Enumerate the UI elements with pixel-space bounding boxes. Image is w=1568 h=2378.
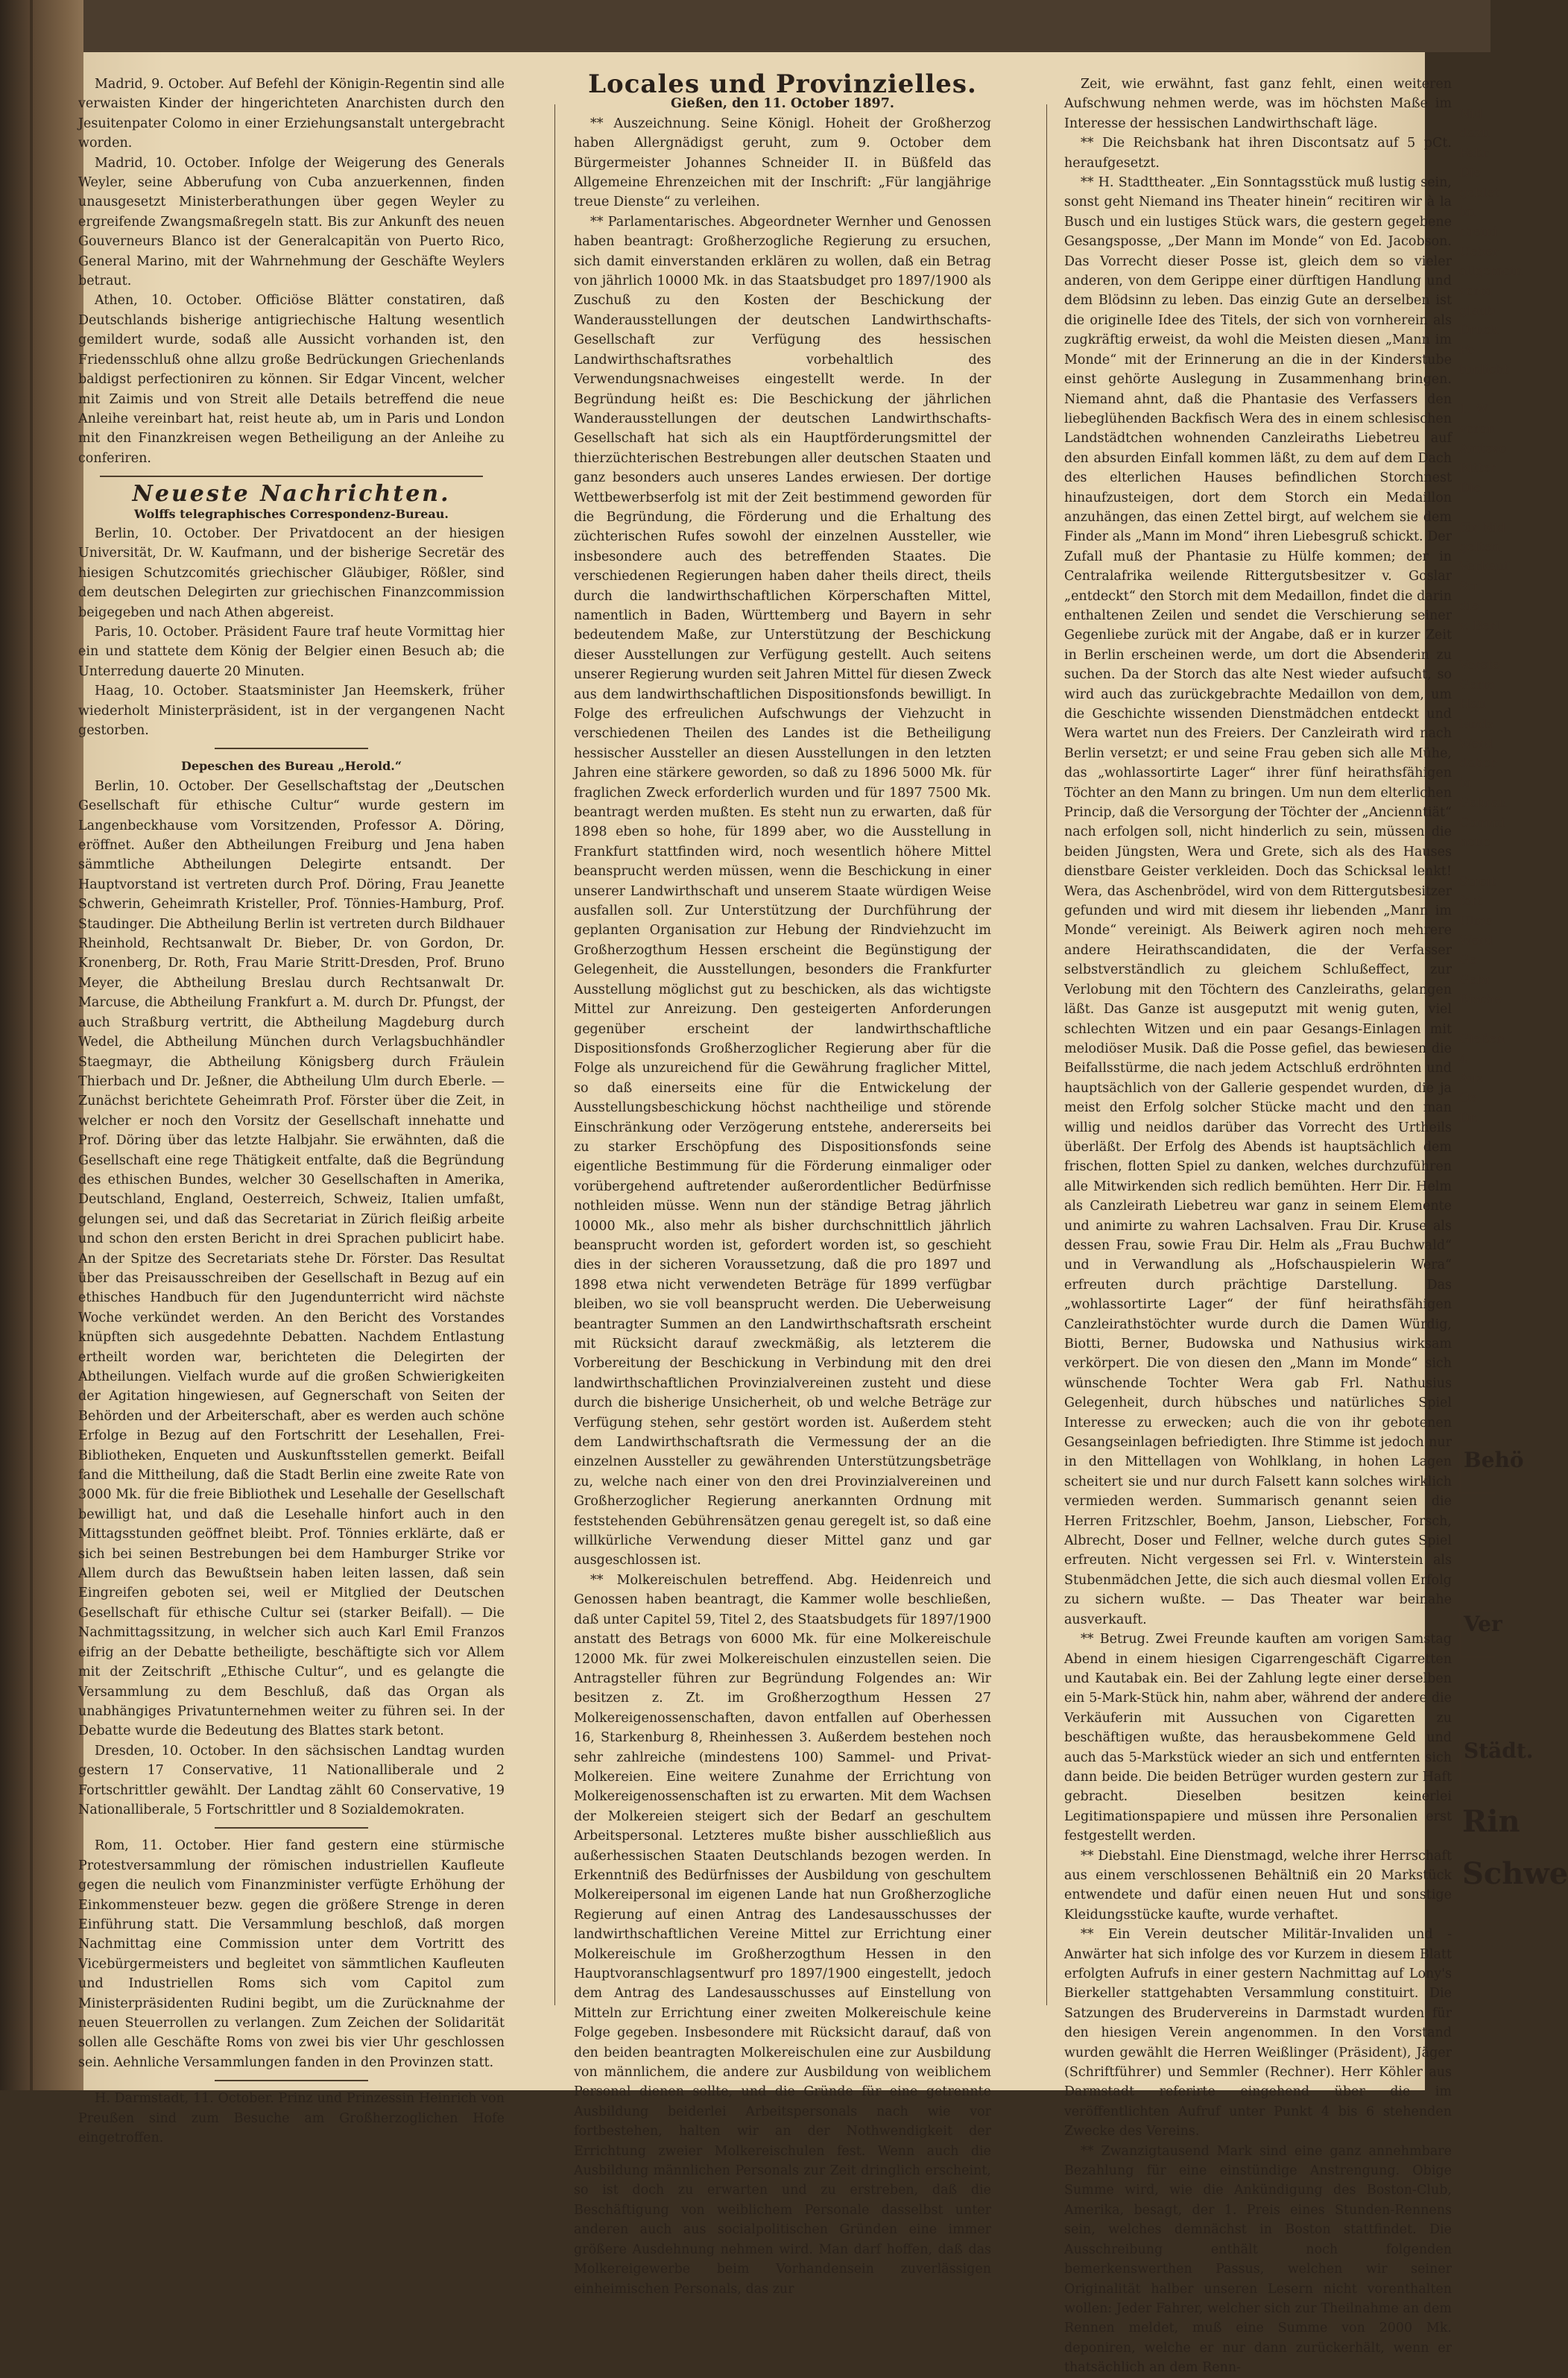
adjacent-page-line: Gebrau [1459, 795, 1507, 811]
adjacent-page-line: Ueber [1459, 244, 1499, 259]
column-rule-2 [1046, 104, 1047, 2005]
adjacent-page-line: lands [1459, 716, 1494, 732]
adjacent-page-line: Amtsvo [1459, 441, 1507, 456]
adjacent-page-line [1459, 1010, 1490, 1029]
adjacent-page-line [1459, 636, 1490, 655]
adjacent-page-line: Hau [1459, 697, 1486, 713]
adjacent-page-line: veran [1459, 421, 1496, 437]
wolff-bureau-heading: Wolffs telegraphisches Correspondenz-Bureau. [134, 506, 449, 521]
adjacent-page-line: Ritter [1459, 461, 1497, 476]
column-2 [574, 69, 991, 2297]
article-militaer-verein: ** Ein Verein deutscher Militär-Invaliden und -Anwärter hat sich infolge des vor Kurzem in diesem Blatt erfolgten Aufrufs in einer gestern Nachmittag auf Lony's Bierkeller stattgehabten Versammlung constituirt. Die Satzungen des Brudervereins in Darmstadt wurden für den hiesigen Verein angenommen. In den Vorstand wurden gewählt die Herren Weißlinger (Präsident), Jäger (Schriftführer) und Semmler (Rechner). Herr Köhler aus Darmstadt referirte eingehend über die im veröffentlichten Aufruf unter Punkt 4 bis 6 stehenden Zwecke des Vereins. [1064, 1927, 1452, 2139]
adjacent-page-line: Gebr [1459, 972, 1491, 988]
adjacent-ad-big-2: Schwe [1462, 1856, 1568, 1891]
scan-background-top [83, 0, 1490, 52]
adjacent-ad-box-3: Städt. [1459, 1737, 1495, 1785]
adjacent-page-line: für Nid [1459, 520, 1505, 535]
adjacent-page-line: tunlicht [1459, 362, 1509, 378]
adjacent-page-line [1459, 380, 1490, 400]
adjacent-page-line: vorm [1459, 283, 1493, 299]
adjacent-page-line: Fo [1459, 342, 1476, 358]
herold-dresden: Dresden, 10. October. In den sächsischen Landtag wurden gestern 17 Conservative, 11 Nationalliberale und 2 Fortschrittler gewählt. Der Landtag zählt 60 Conservative, 19 Nationalliberale, 5 Fortschrittler und 8 Sozialdemokraten. [78, 1743, 505, 1817]
adjacent-page-line: Commi [1459, 815, 1505, 830]
adjacent-page-line: die [1459, 599, 1479, 614]
adjacent-page-line: allgemein [1459, 264, 1523, 280]
wolff-haag: Haag, 10. October. Staatsminister Jan Heemskerk, früher wiederholt Ministerpräsident, ist in der vergangenen Nacht gestorben. [78, 684, 505, 738]
wolff-berlin: Berlin, 10. October. Der Privatdocent an der hiesigen Universität, Dr. W. Kaufmann, und der bisherige Secretär des hiesigen Schutzcomités griechischer Gläubiger, Rößler, sind dem deutschen Delegirten zur griechischen Finanzcommission beigegeben und nach Athen abgereist. [78, 526, 505, 620]
adjacent-page-line: Dr. [1459, 1110, 1479, 1126]
adjacent-page-line: glaub [1459, 303, 1496, 319]
article-molkereischulen: ** Molkereischulen betreffend. Abg. Heidenreich und Genossen haben beantragt, die Kammer wolle beschließen, daß unter Capitel 59, Titel 2, des Staatsbudgets für 1897/1900 anstatt des Betrags von 6000 Mk. für eine Molkereischule 12000 Mk. für zwei Molkereischulen einzustellen seien. Die Antragsteller führen zur Begründung Folgendes an: Wir besitzen z. Zt. im Großherzogthum Hessen 27 Molkereigenossenschaften, davon entfallen auf Oberhessen 16, Starkenburg 8, Rheinhessen 3. Außerdem bestehen noch sehr zahlreiche (mindestens 100) Sammel- und Privat-Molkereien. Eine weitere Zunahme der Errichtung von Molkereigenossenschaften ist zu erwarten. Mit dem Wachsen der Molkereien steigert sich der Bedarf an geschultem Arbeitspersonal. Letzteres mußte bisher ausschließlich aus außerhessischen Staaten Deutschlands bezogen werden. In Erkenntniß des Bedürfnisses der Ausbildung von geschultem Molkereipersonal im eigenen Lande hat nun Großherzogliche Regierung auf einen Antrag des Landesausschusses der landwirthschaftlichen Vereine Mittel zur Errichtung einer Molkereischule im Großherzogthum Hessen in den Hauptvoranschlagsentwurf pro 1897/1900 eingestellt, jedoch dem Antrag des Landesausschusses auf Einstellung von Mitteln zur Errichtung einer zweiten Molkereischule keine Folge gegeben. Insbesondere mit Rücksicht darauf, daß von den beiden beantragten Molkereischulen eine zur Ausbildung von männlichem, die andere zur Ausbildung von weiblichem Personal dienen sollte, und die Gründe für eine getrennte Ausbildung beiderlei Arbeitspersonals nach wie vor fortbestehen, halten wir an der Nothwendigkeit der Errichtung zweier Molkereischulen fest. Wenn auch die Ausbildung männlichen Personals zur Zeit dringlich erscheint, so ist doch zu erwarten und zu erstreben, daß die Beschäftigung von weiblichem Personale dasselbst unter anderen auch aus socialpolitischen Gründen eine immer größere Ausdehnung nehmen wird. Man darf hoffen, daß das Molkereigewerbe beim Vorhandensein zuverlässigen einheimischen Personals, das zur [574, 1572, 991, 2297]
adjacent-page-line: rheini [1459, 224, 1497, 240]
adjacent-page-line: Streit [1459, 874, 1496, 889]
article-stadttheater: ** H. Stadttheater. „Ein Sonntagsstück muß lustig sein, sonst geht Niemand ins Theater hinein“ recitiren wir à la Busch und ein lustiges Stück wars, die gestern gegebene Gesangsposse, „Der Mann im Monde“ von Ed. Jacobson. Das Vorrecht dieser Posse ist, gleich dem so vieler anderen, von dem Gerippe einer dürftigen Handlung und dem Blödsinn zu leben. Das einzig Gute an derselben ist die originelle Idee des Titels, der sich von vornherein als zugkräftig erweist, da wohl die Meisten diesen „Mann im Monde“ mit der Erinnerung an die in der Kinderstube einst gehörte Auslegung in Zusammenhang bringen. Niemand ahnt, daß die Phantasie des Verfassers den liebeglühenden Backfisch Wera des in einem schlesischen Landstädtchen wohnenden Canzleiraths Liebetreu auf den absurden Einfall kommen läßt, zu dem auf dem Dach des elterlichen Hauses befindlichen Storchnest hinaufzusteigen, dort dem Storch ein Medaillon anzuhängen, das einen Zettel birgt, auf welchem sie dem Finder als „Mann im Mond“ ihren Liebesgruß schickt. Der Zufall muß der Phantasie zu Hülfe kommen; der in Centralafrika weilende Rittergutsbesitzer v. Goslar „entdeckt“ den Storch mit dem Medaillon, findet die darin enthaltenen Zeilen und sendet die Verschierung seiner Gegenliebe zurück mit der Angabe, daß er in kurzer Zeit in Berlin erscheinen werde, um dort die Absenderin zu suchen. Da der Storch das alte Nest wieder aufsucht, so wird auch das zurückgebrachte Medaillon von dem, um die Geschichte wissenden Dienstmädchen entdeckt und Wera wartet nun des Freiers. Der Canzleirath wird nach Berlin versetzt; er und seine Frau geben sich alle Mühe, das „wohlassortirte Lager“ ihrer fünf heirathsfähigen Töchter an den Mann zu bringen. Um nun dem elterlichen Princip, daß die Versorgung der Töchter der „Ancienntiät“ nach erfolgen soll, nicht hinderlich zu sein, müssen die beiden Jüngsten, Wera und Grete, sich als des Hauses dienstbare Geister verkleiden. Doch das Schicksal lenkt! Wera, das Aschenbrödel, wird von dem Rittergutsbesitzer gefunden und wird mit diesem ihr liebenden „Mann im Monde“ vereinigt. Als Beiwerk agiren noch mehrere andere Heirathscandidaten, die der Verfasser selbstverständlich zu gleichem Schlußeffect, zur Verlobung mit den Töchtern des Canzleiraths, gelangen läßt. Das Ganze ist ausgeputzt mit wenig guten, viel schlechten Witzen und ein paar Gesangs-Einlagen mit melodiöser Musik. Daß die Posse gefiel, das bewiesen die Beifallsstürme, die nach jedem Actschluß erdröhnten und hauptsächlich von der Gallerie gespendet wurden, die ja meist den Erfolg solcher Stücke macht und den man willig und neidlos darüber das Vorrecht des Urtheils überläßt. Der Erfolg des Abends ist hauptsächlich dem frischen, flotten Spiel zu danken, welches durchzuführen alle Mitwirkenden sich redlich bemühten. Herr Dir. Helm als Canzleirath Liebetreu war ganz in seinem Elemente und animirte zu wahren Lachsalven. Frau Dir. Kruse als dessen Frau, sowie Frau Dir. Helm als „Frau Buchwald“ und in Verwandlung als „Hofschauspielerin Wera“ erfreuten durch prächtige Darstellung. Das „wohlassortirte Lager“ der fünf heirathsfähigen Canzleirathstöchter wurde durch die Damen Würdig, Biotti, Berner, Budowska und Nathusius wirksam verkörpert. Die von diesen den „Mann im Monde“ sich wünschende Tochter Wera gab Frl. Nathusius Gelegenheit, durch hübsches und natürliches Spiel Interesse zu erwecken; auch die von ihr gebotenen Gesangseinlagen befriedigten. Ihre Stimme ist jedoch nur in den Mittellagen von Wohlklang, in hohen Lagen scheitert sie und nur durch Falsett kann solches wirklich vermieden werden. Summarisch genannt seien die Herren Fritzschler, Boehm, Janson, Liebscher, Forsch, Albrecht, Doser und Fellner, welche durch gutes Spiel erfreuten. Nicht vergessen sei Frl. v. Winterstein als Stubenmädchen Jette, die sich auch diesmal vollen Erfolg zu sichern wußte. — Das Theater war beinahe ausverkauft. [1064, 175, 1452, 1627]
article-madrid-2: Madrid, 10. October. Infolge der Weigerung des Generals Weyler, seine Abberufung von Cuba anzuerkennen, finden unausgesetzt Ministerberathungen über gegen Weyler zu ergreifende Zwangsmaßregeln statt. Bis zur Ankunft des neuen Gouverneurs Blanco ist der Generalcapitän von Puerto Rico, General Marino, mit der Wahrnehmung der Geschäfte Weylers betraut. [78, 155, 505, 289]
article-parlamentarisches: ** Parlamentarisches. Abgeordneter Wernher und Genossen haben beantragt: Großherzogliche Regierung zu ersuchen, sich damit einverstanden erklären zu wollen, daß ein Betrag von jährlich 10000 Mk. in das Staatsbudget pro 1897/1900 als Zuschuß zu den Kosten der Beschickung der Wanderausstellungen der deutschen Landwirthschafts-Gesellschaft zur Verfügung des hessischen Landwirthschaftsrathes vorbehaltlich des Verwendungsnachweises eingestellt werde. In der Begründung heißt es: Die Beschickung der jährlichen Wanderausstellungen der deutschen Landwirthschafts-Gesellschaft hat sich als ein Hauptförderungsmittel der thierzüchterischen Bestrebungen aller deutschen Staaten und ganz besonders auch unseres Landes erwiesen. Der dortige Wettbewerbserfolg ist mit der Zeit bestimmend geworden für die Begründung, die Förderung und die Erhaltung des züchterischen Rufes sowohl der einzelnen Aussteller, wie insbesondere auch des betreffenden Staates. Die verschiedenen Regierungen haben daher theils direct, theils durch die landwirthschaftlichen Körperschaften Mittel, namentlich in Baden, Württemberg und Bayern in sehr bedeutendem Maße, zur Unterstützung der Beschickung dieser Ausstellungen zur Verfügung gestellt. Auch seitens unserer Regierung wurden seit Jahren Mittel für diesen Zweck aus dem landwirthschaftlichen Dispositionsfonds bewilligt. In Folge des erfreulichen Aufschwungs der Viehzucht in verschiedenen Theilen des Landes ist die Betheiligung hessischer Aussteller an diesen Ausstellungen in den letzten Jahren eine stärkere geworden, so daß zu 1896 5000 Mk. für fraglichen Zweck erforderlich wurden und für 1897 7500 Mk. beantragt werden mußten. Es steht nun zu erwarten, daß für 1898 eben so hohe, für 1899 aber, wo die Ausstellung in Frankfurt stattfinden wird, noch wesentlich höhere Mittel beansprucht werden müssen, wenn die Beschickung in einer unserer Landwirthschaft und unserem Staate würdigen Weise ausfallen soll. Zur Unterstützung der Durchführung der geplanten Organisation zur Hebung der Rindviehzucht im Großherzogthum Hessen erscheint die Begünstigung der Gelegenheit, die Ausstellungen, besonders die Frankfurter Ausstellung möglichst gut zu beschicken, als das wichtigste Mittel zur Anreizung. Den gesteigerten Anforderungen gegenüber erscheint der landwirthschaftliche Dispositionsfonds Großherzoglicher Regierung aber für die Folge als unzureichend für die Gewährung fraglicher Mittel, so daß einerseits eine für die Entwickelung der Ausstellungsbeschickung höchst nachtheilige und störende Einschränkung oder Verzögerung entstehe, andererseits bei zu starker Erschöpfung des Dispositionsfonds seine eigentliche Bestimmung für die Förderung einmaliger oder vorübergehend auftretender außerordentlicher Bedürfnisse nothleiden müsse. Wenn nun der ständige Betrag jährlich 10000 Mk., also mehr als bisher durchschnittlich jährlich beansprucht worden ist, gefordert worden ist, so geschieht dies in der sicheren Voraussetzung, daß die pro 1897 und 1898 etwa nicht verwendeten Beträge für 1899 verfügbar bleiben, wo sie voll beansprucht werden. Die Ueberweisung beantragter Summen an den Landwirthschaftsrath erscheint mit Rücksicht darauf zweckmäßig, als letzterem die Vorbereitung der Beschickung in Verbindung mit den drei landwirthschaftlichen Provinzialvereinen zusteht und diese durch die bisherige Unsicherheit, ob und welche Beträge zur Verfügung stehen, sehr gestört worden ist. Außerdem steht dem Landwirthschaftsrath die Vermessung der an die einzelnen Aussteller zu gewährenden Unterstützungsbeträge zu, welche nach einer von den drei Provinzialvereinen und Großherzoglicher Regierung anerkannten Ordnung mit feststehenden Gebührensätzen genau geregelt ist, so daß eine willkürliche Verwendung dieser Mittel ganz und gar ausgeschlossen ist. [574, 214, 991, 1568]
article-diebstahl: ** Diebstahl. Eine Dienstmagd, welche ihrer Herrschaft aus einem verschlossenen Behältniß ein 20 Markstück entwendete und dafür einen neuen Hut und sonstige Kleidungsstücke kaufte, wurde verhaftet. [1064, 1848, 1452, 1923]
adjacent-page-line: fort [1459, 894, 1483, 909]
adjacent-page-line: Oe [1459, 1091, 1477, 1106]
latest-news-heading: Neueste Nachrichten. [132, 481, 451, 508]
adjacent-page-line: Aus [1459, 1070, 1483, 1086]
article-continuation: Zeit, wie erwähnt, fast ganz fehlt, einen weiteren Aufschwung nehmen werde, was im höchsten Maße im Interesse der hessischen Landwirthschaft läge. [1064, 77, 1452, 131]
adjacent-page-line: Nid [1459, 107, 1483, 122]
adjacent-ad-box-1: Behö [1459, 1446, 1495, 1494]
article-auszeichnung: ** Auszeichnung. Seine Königl. Hoheit der Großherzog haben Allergnädigst geruht, zum 9. October dem Bürgermeister Johannes Schneider II. in Büßfeld das Allgemeine Ehrenzeichen mit der Inschrift: „Für langjährige treue Dienste“ zu verleihen. [574, 116, 991, 210]
adjacent-page-line: Bische [1459, 992, 1502, 1008]
adjacent-ad-box-2: Ver [1459, 1610, 1495, 1658]
adjacent-page-line: geblet [1459, 185, 1500, 201]
dateline: Gießen, den 11. October 1897. [671, 96, 894, 112]
article-darmstadt: H. Darmstadt, 11. October. Prinz und Prinzessin Heinrich von Preußen sind zum Besuche am Großherzoglichen Hofe eingetroffen. [78, 2091, 505, 2146]
adjacent-page-line: daher [1459, 756, 1497, 772]
divider [215, 748, 368, 749]
adjacent-page-line: Vorste [1459, 657, 1500, 673]
adjacent-page-line: 1. W [1459, 402, 1489, 417]
adjacent-page-line: neue [1459, 835, 1491, 851]
adjacent-page-line: Fahr [1459, 145, 1489, 161]
adjacent-page-line: Ulms [1459, 913, 1493, 929]
adjacent-page-line: in [1459, 775, 1472, 791]
article-zwanzigtausend-mark: ** Zwanzigtausend Mark sind eine ganz annehmbare Bezahlung für eine einstündige Anstrengung. Obige Summe wird, wie die Ankündigung des Boston-Club, Amerika, besagt, der 1. Preis eines Stunden-Rennens sein, welches demnächst in Boston stattfindet. Die Ausschreibung enthält noch folgenden bemerkenswerthen Passus, welchen wir seiner Originalität halber unseren Lesern nicht vorenthalten wollen: Jeder Fahrer, welcher sich zur Theilnahme an dem Rennen meldet, muß eine Summe von 2000 Mk. deponiren, welche er nur dann zurückerhält, wenn er thatsächlich an dem Renn- [1064, 2143, 1452, 2376]
adjacent-page-line [1459, 498, 1490, 517]
article-reichsbank: ** Die Reichsbank hat ihren Discontsatz auf 5 pCt. heraufgesetzt. [1064, 136, 1452, 171]
adjacent-page-line: dazu [1459, 126, 1490, 142]
column-rule-1 [554, 104, 555, 2005]
herold-bureau-heading: Depeschen des Bureau „Herold.“ [180, 759, 402, 774]
divider [215, 2080, 368, 2081]
adjacent-page-line: Die [1459, 480, 1482, 496]
column-1 [78, 75, 505, 2146]
herold-berlin: Berlin, 10. October. Der Gesellschaftstag der „Deutschen Gesellschaft für ethische Cultur“ wurde gestern im Langenbeckhause vom Vorsitzenden, Professor A. Döring, eröffnet. Außer den Abtheilungen Freiburg und Jena haben sämmtliche Abtheilungen Delegirte entsandt. Der Hauptvorstand ist vertreten durch Prof. Döring, Frau Jeanette Schwerin, Geheimrath Kristeller, Prof. Tönnies-Hamburg, Prof. Staudinger. Die Abtheilung Berlin ist vertreten durch Bildhauer Rheinhold, Rechtsanwalt Dr. Bieber, Dr. von Gordon, Dr. Kronenberg, Dr. Roth, Frau Marie Stritt-Dresden, Prof. Bruno Meyer, die Abtheilung Breslau durch Rechtsanwalt Dr. Marcuse, die Abtheilung Frankfurt a. M. durch Dr. Pfungst, der auch Straßburg vertritt, die Abtheilung Magdeburg durch Wedel, die Abtheilung München durch Verlagsbuchhändler Staegmayr, die Abtheilung Königsberg durch Fräulein Thierbach und Dr. Jeßner, die Abtheilung Ulm durch Eberle. — Zunächst berichtete Geheimrath Prof. Förster über die Zeit, in welcher er noch den Vorsitz der Gesellschaft innehatte und Prof. Döring über das letzte Halbjahr. Sie erwähnten, daß die Gesellschaft eine rege Thätigkeit entfalte, daß die Begründung des ethischen Bundes, welcher 30 Gesellschaften in Amerika, Deutschland, England, Oesterreich, Schweiz, Italien umfaßt, gelungen sei, und daß das Secretariat in Zürich fleißig arbeite und schon den ersten Bericht in drei Sprachen publicirt habe. An der Spitze des Secretariats stehe Dr. Förster. Das Resultat über das Preisausschreiben der Gesellschaft in Bezug auf ein ethisches Handbuch für den Jugendunterricht wird nächste Woche verkündet werden. An den Bericht des Vorstandes knüpften sich ausgedehnte Debatten. Nachdem Entlastung ertheilt worden war, berichteten die Delegirten der Abtheilungen. Vielfach wurde auf die großen Schwierigkeiten der Agitation hingewiesen, auf Gegnerschaft von Seiten der Behörden und der Arbeiterschaft, aber es werden auch schöne Erfolge in Bezug auf den Fortschritt der Lesehallen, Frei-Bibliotheken, Enqueten und Auskunftsstellen gemerkt. Beifall fand die Mittheilung, daß die Stadt Berlin eine zweite Rate von 3000 Mk. für die freie Bibliothek und Lesehalle der Gesellschaft bewilligt hat, und daß die Lesehalle hinfort auch in den Mittagsstunden geöffnet bleibt. Prof. Tönnies erklärte, daß er sich bei seinen Bestrebungen bei dem Hamburger Strike vor Allem durch das Bewußtsein haben leiten lassen, daß sein Eingreifen geboten sei, weil er Mitglied der Deutschen Gesellschaft für ethische Cultur sei (starker Beifall). — Die Nachmittagssitzung, in welcher sich auch Karl Emil Franzos eifrig an der Debatte betheiligte, beschäftigte sich vor Allem mit der Zeitschrift „Ethische Cultur“, und es gelangte die Versammlung zu dem Beschluß, daß das Organ als unabhängiges Privatunternehmen weiter zu führen sei. In der Debatte wurde die Bedeutung des Blattes stark betont. [78, 778, 505, 1739]
book-binding [0, 0, 83, 2090]
article-rom: Rom, 11. October. Hier fand gestern eine stürmische Protestversammlung der römischen industriellen Kaufleute gegen die neulich vom Finanzminister verfügte Erhöhung der Einkommensteuer bezw. gegen die größere Strenge in deren Einführung statt. Die Versammlung beschloß, daß morgen Nachmittag eine Commission unter dem Vortritt des Vicebürgermeisters und begleitet von sämmtlichen Kaufleuten und Industriellen Roms sich vom Capitol zum Ministerpräsidenten Rudini begibt, um die Zurücknahme der neuen Steuerrollen zu verlangen. Zum Zeichen der Solidarität sollen alle Geschäfte Roms von zwei bis vier Uhr geschlossen sein. Aehnliche Versammlungen fanden in den Provinzen statt. [78, 1838, 505, 2070]
local-section-heading: Locales und Provinzielles. [588, 69, 977, 99]
article-madrid-1: Madrid, 9. October. Auf Befehl der Königin-Regentin sind alle verwaisten Kinder der hingerichteten Anarchisten durch den Jesuitenpater Colomo in einer Erziehungsanstalt untergebracht worden. [78, 77, 505, 151]
adjacent-page-line: v. Berl [1459, 618, 1500, 634]
section-divider [100, 476, 484, 477]
article-betrug: ** Betrug. Zwei Freunde kauften am vorigen Samstag Abend in einem hiesigen Cigarrengeschäft Cigarretten und Kautabak ein. Bei der Zahlung legte einer derselben ein 5-Mark-Stück hin, nahm aber, während der andere die Verkäuferin mit Aussuchen von Cigaretten zu beschäftigen wußte, das herausbekommene Geld und auch das 5-Markstück wieder an sich und entfernten sich dann beide. Die beiden Betrüger wurden gestern zur Haft gebracht. Dieselben besitzen keinerlei Legitimationspapiere und müssen ihre Personalien erst festgestellt werden. [1064, 1632, 1452, 1844]
adjacent-page-line [1459, 852, 1490, 871]
adjacent-page-line: Str [1459, 578, 1479, 594]
adjacent-ad-big-1: Rin [1462, 1804, 1520, 1839]
adjacent-page-line: gelten [1459, 539, 1500, 555]
adjacent-page-line: Werd [1459, 737, 1493, 751]
adjacent-page-line: Verkauf [1459, 559, 1509, 575]
column-3 [1064, 75, 1452, 2376]
adjacent-page-line: 4 [1459, 1051, 1467, 1067]
adjacent-page-line: Germ [1459, 677, 1495, 693]
wolff-paris: Paris, 10. October. Präsident Faure traf heute Vormittag hier ein und stattete dem König der Belgier einen Besuch ab; die Unterredung dauerte 20 Minuten. [78, 624, 505, 679]
adjacent-page-line: Werd [1459, 933, 1493, 949]
divider [215, 1827, 368, 1829]
binding-spine [30, 0, 33, 2090]
adjacent-page-line: Gießen [1459, 1032, 1505, 1047]
adjacent-page-line: im [1459, 205, 1476, 221]
article-athen: Athen, 10. October. Officiöse Blätter constatiren, daß Deutschlands bisherige antigriechische Haltung wesentlich gemildert wurde, sodaß alle Aussicht vorhanden ist, den Friedensschluß ohne allzu große Bedrückungen Griechenlands baldigst perfectioniren zu können. Sir Edgar Vincent, welcher mit Zaimis und von Streit alle Details betreffend die neue Anleihe vereinbart hat, reist heute ab, um in Paris und London mit den Finanzkreisen wegen Betheiligung an der Anleihe zu conferiren. [78, 293, 505, 466]
adjacent-page-line: Druck [1459, 323, 1499, 338]
adjacent-page-line: Ge [1459, 953, 1477, 968]
adjacent-page-line: Die [1459, 165, 1482, 181]
